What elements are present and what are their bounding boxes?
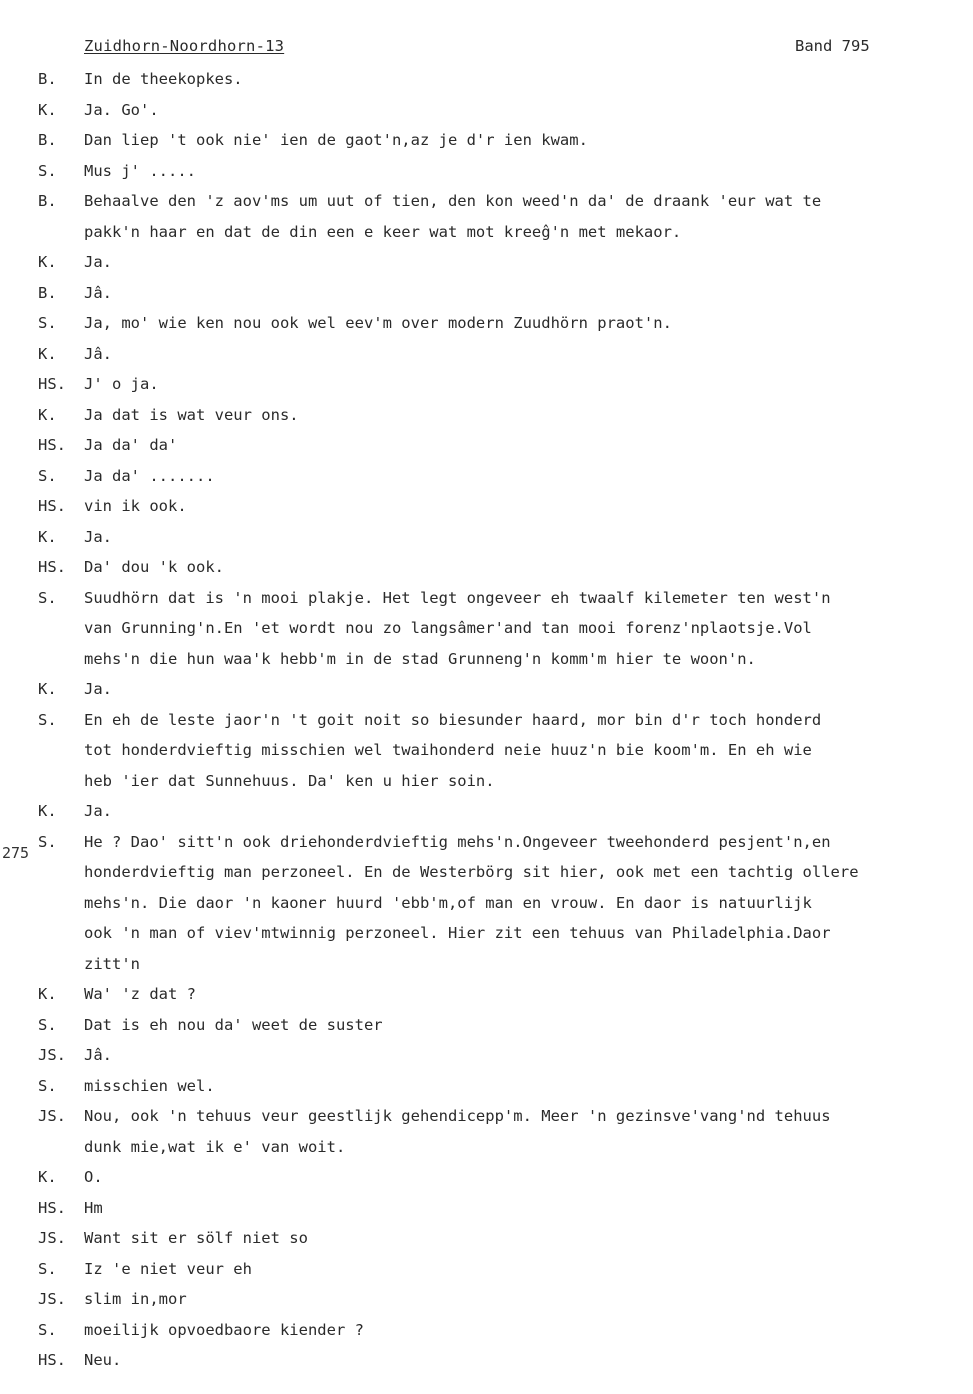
transcript-turn xyxy=(0,705,973,736)
utterance-text: Ja. xyxy=(84,527,112,546)
utterance-text: Iz 'e niet veur eh xyxy=(84,1259,252,1278)
utterance-text: tot honderdvieftig misschien wel twaihonderd neie huuz'n bie koom'm. En eh wie xyxy=(84,741,812,759)
utterance-text: Ja, mo' wie ken nou ook wel eev'm over modern Zuudhörn praot'n. xyxy=(84,314,672,332)
utterance-text: He ? Dao' sitt'n ook driehonderdvieftig mehs'n.Ongeveer tweehonderd pesjent'n,en xyxy=(84,832,831,851)
utterance-text: vin ik ook. xyxy=(84,497,187,515)
transcript-turn xyxy=(0,1071,973,1102)
utterance-text: Hm xyxy=(84,1198,103,1217)
transcript xyxy=(0,64,973,1376)
utterance-text: dunk mie,wat ik e' van woit. xyxy=(84,1137,346,1156)
utterance-text: Behaalve den 'z aov'ms um uut of tien, den kon weed'n da' de draank 'eur wat te xyxy=(84,192,822,210)
transcript-turn xyxy=(0,522,973,553)
speaker-label: JS. xyxy=(38,1107,66,1125)
speaker-label: K. xyxy=(38,527,57,546)
speaker-label: S. xyxy=(38,314,57,332)
margin-note: 275 xyxy=(2,844,30,862)
transcript-turn xyxy=(0,64,973,95)
transcript-turn xyxy=(0,583,973,614)
speaker-label: K. xyxy=(38,985,57,1003)
transcript-turn xyxy=(0,1193,973,1224)
utterance-text: Ja. xyxy=(84,680,112,698)
utterance-text: Ja. xyxy=(84,802,112,820)
utterance-text: Ja da' ....... xyxy=(84,466,215,485)
speaker-label: S. xyxy=(38,832,57,851)
transcript-turn xyxy=(0,1345,973,1376)
speaker-label: K. xyxy=(38,1168,57,1186)
transcript-turn xyxy=(0,278,973,309)
transcript-turn xyxy=(0,1010,973,1041)
transcript-turn xyxy=(0,339,973,370)
speaker-label: HS. xyxy=(38,558,66,576)
transcript-turn xyxy=(0,1254,973,1285)
utterance-text: slim in,mor xyxy=(84,1290,187,1308)
utterance-text: mehs'n die hun waa'k hebb'm in de stad Grunneng'n komm'm hier te woon'n. xyxy=(84,649,756,668)
utterance-text: Wa' 'z dat ? xyxy=(84,985,196,1003)
speaker-label: HS. xyxy=(38,436,66,454)
transcript-turn xyxy=(0,186,973,217)
transcript-continuation xyxy=(0,766,973,797)
speaker-label: JS. xyxy=(38,1229,66,1247)
speaker-label: HS. xyxy=(38,497,66,515)
transcript-turn xyxy=(0,1101,973,1132)
utterance-text: Ja. Go'. xyxy=(84,100,159,119)
transcript-continuation xyxy=(0,735,973,766)
utterance-text: O. xyxy=(84,1168,103,1186)
speaker-label: K. xyxy=(38,802,57,820)
transcript-turn xyxy=(0,1315,973,1346)
utterance-text: pakk'n haar en dat de din een e keer wat mot kreeĝ'n met mekaor. xyxy=(84,222,682,241)
transcript-continuation xyxy=(0,217,973,248)
transcript-continuation xyxy=(0,888,973,919)
utterance-text: Ja dat is wat veur ons. xyxy=(84,405,299,424)
transcript-turn xyxy=(0,156,973,187)
transcript-turn xyxy=(0,1162,973,1193)
transcript-turn xyxy=(0,247,973,278)
transcript-turn xyxy=(0,796,973,827)
speaker-label: JS. xyxy=(38,1290,66,1308)
utterance-text: Ja. xyxy=(84,253,112,271)
transcript-turn xyxy=(0,461,973,492)
utterance-text: J' o ja. xyxy=(84,375,159,393)
transcript-turn xyxy=(0,979,973,1010)
speaker-label: K. xyxy=(38,405,57,424)
speaker-label: B. xyxy=(38,131,57,149)
utterance-text: mehs'n. Die daor 'n kaoner huurd 'ebb'm,of man en vrouw. En daor is natuurlijk xyxy=(84,893,812,912)
utterance-text: Jâ. xyxy=(84,283,112,302)
speaker-label: K. xyxy=(38,253,57,271)
speaker-label: HS. xyxy=(38,375,66,393)
speaker-label: S. xyxy=(38,588,57,607)
document-title: Zuidhorn-Noordhorn-13 xyxy=(84,37,285,55)
transcript-continuation xyxy=(0,949,973,980)
utterance-text: En eh de leste jaor'n 't goit noit so biesunder haard, mor bin d'r toch honderd xyxy=(84,710,822,729)
transcript-turn xyxy=(0,1040,973,1071)
transcript-turn xyxy=(0,491,973,522)
transcript-turn xyxy=(0,369,973,400)
speaker-label: S. xyxy=(38,1320,57,1339)
transcript-turn xyxy=(0,552,973,583)
utterance-text: Da' dou 'k ook. xyxy=(84,558,224,576)
utterance-text: zitt'n xyxy=(84,954,140,973)
utterance-text: Nou, ook 'n tehuus veur geestlijk gehendicepp'm. Meer 'n gezinsve'vang'nd tehuus xyxy=(84,1107,831,1125)
utterance-text: Ja da' da' xyxy=(84,436,178,454)
transcript-continuation xyxy=(0,857,973,888)
utterance-text: Want sit er sölf niet so xyxy=(84,1229,308,1247)
utterance-text: Mus j' ..... xyxy=(84,161,196,180)
transcript-turn xyxy=(0,95,973,126)
speaker-label: B. xyxy=(38,192,57,210)
utterance-text: In de theekopkes. xyxy=(84,70,243,88)
transcript-turn xyxy=(0,125,973,156)
utterance-text: Jâ. xyxy=(84,1046,112,1064)
speaker-label: S. xyxy=(38,1259,57,1278)
speaker-label: S. xyxy=(38,1076,57,1095)
transcript-continuation xyxy=(0,644,973,675)
transcript-turn xyxy=(0,430,973,461)
transcript-turn xyxy=(0,1284,973,1315)
utterance-text: Dat is eh nou da' weet de suster xyxy=(84,1015,383,1034)
utterance-text: Dan liep 't ook nie' ien de gaot'n,az je d'r ien kwam. xyxy=(84,131,588,149)
speaker-label: JS. xyxy=(38,1046,66,1064)
band-number: Band 795 xyxy=(795,37,870,55)
utterance-text: honderdvieftig man perzoneel. En de Westerbörg sit hier, ook met een tachtig ollere xyxy=(84,863,859,881)
transcript-turn xyxy=(0,308,973,339)
transcript-continuation xyxy=(0,1132,973,1163)
speaker-label: B. xyxy=(38,283,57,302)
transcript-turn xyxy=(0,400,973,431)
speaker-label: HS. xyxy=(38,1198,66,1217)
utterance-text: heb 'ier dat Sunnehuus. Da' ken u hier soin. xyxy=(84,771,495,790)
transcript-turn xyxy=(0,1223,973,1254)
speaker-label: S. xyxy=(38,1015,57,1034)
transcript-continuation xyxy=(0,918,973,949)
utterance-text: moeilijk opvoedbaore kiender ? xyxy=(84,1320,364,1339)
transcript-turn xyxy=(0,674,973,705)
speaker-label: S. xyxy=(38,161,57,180)
speaker-label: B. xyxy=(38,70,57,88)
utterance-text: Neu. xyxy=(84,1351,122,1369)
utterance-text: Suudhörn dat is 'n mooi plakje. Het legt ongeveer eh twaalf kilemeter ten west'n xyxy=(84,588,831,607)
speaker-label: S. xyxy=(38,466,57,485)
speaker-label: K. xyxy=(38,344,57,363)
transcript-turn xyxy=(0,827,973,858)
speaker-label: K. xyxy=(38,680,57,698)
utterance-text: ook 'n man of viev'mtwinnig perzoneel. Hier zit een tehuus van Philadelphia.Daor xyxy=(84,924,831,942)
speaker-label: K. xyxy=(38,100,57,119)
utterance-text: van Grunning'n.En 'et wordt nou zo langsâmer'and tan mooi forenz'nplaotsje.Vol xyxy=(84,619,812,637)
transcript-continuation xyxy=(0,613,973,644)
utterance-text: misschien wel. xyxy=(84,1076,215,1095)
utterance-text: Jâ. xyxy=(84,344,112,363)
speaker-label: HS. xyxy=(38,1351,66,1369)
speaker-label: S. xyxy=(38,710,57,729)
